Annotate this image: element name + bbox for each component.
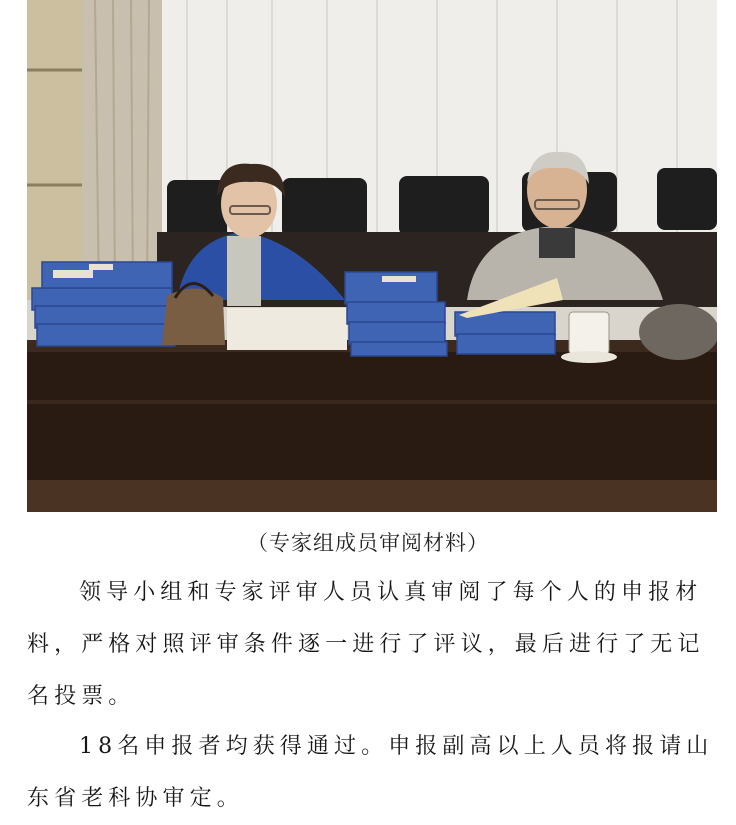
photo-caption: （专家组成员审阅材料）: [247, 531, 489, 555]
body-paragraph-2: 18名申报者均获得通过。申报副高以上人员将报请山东省老科协审定。: [27, 734, 714, 811]
meeting-photo: [27, 0, 717, 512]
body-paragraph-1: 领导小组和专家评审人员认真审阅了每个人的申报材料，严格对照评审条件逐一进行了评议，最后进行了无记名投票。: [27, 580, 705, 709]
